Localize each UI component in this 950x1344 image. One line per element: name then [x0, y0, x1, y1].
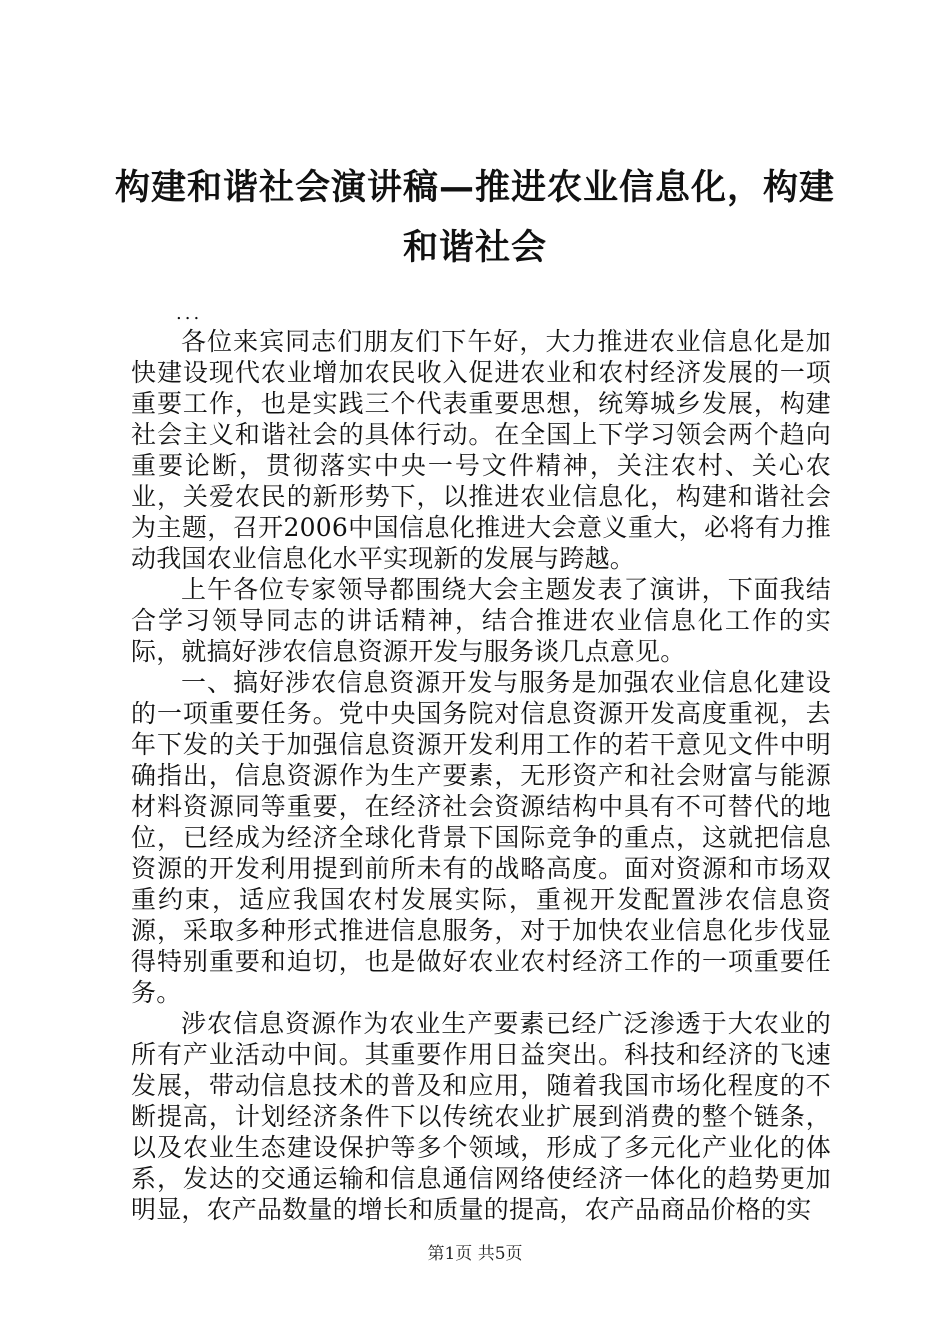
paragraph: 各位来宾同志们朋友们下午好，大力推进农业信息化是加快建设现代农业增加农民收入促进农业和农村经济发展的一项重要工作，也是实践三个代表重要思想，统筹城乡发展，构建社会主义和谐社会的具体行动。在全国上下学习领会两个趋向重要论断，贯彻落实中央一号文件精神，关注农村、关心农业，关爱农民的新形势下，以推进农业信息化，构建和谐社会为主题，召开2006中国信息化推进大会意义重大，必将有力推动我国农业信息化水平实现新的发展与跨越。 [131, 327, 831, 573]
paragraph: 涉农信息资源作为农业生产要素已经广泛渗透于大农业的所有产业活动中间。其重要作用日益突出。科技和经济的飞速发展，带动信息技术的普及和应用，随着我国市场化程度的不断提高，计划经济条件下以传统农业扩展到消费的整个链条，以及农业生态建设保护等多个领域，形成了多元化产业化的体系，发达的交通运输和信息通信网络使经济一体化的趋势更加明显，农产品数量的增长和质量的提高，农产品商品价格的实 [131, 1009, 831, 1224]
document-title: 构建和谐社会演讲稿—推进农业信息化，构建和谐社会 [114, 168, 835, 268]
document-body [131, 326, 831, 1225]
paragraph: 上午各位专家领导都围绕大会主题发表了演讲，下面我结合学习领导同志的讲话精神，结合推进农业信息化工作的实际，就搞好涉农信息资源开发与服务谈几点意见。 [131, 575, 831, 666]
page-footer: 第1页 共5页 [427, 1244, 523, 1264]
paragraph: 一、搞好涉农信息资源开发与服务是加强农业信息化建设的一项重要任务。党中央国务院对信息资源开发高度重视，去年下发的关于加强信息资源开发利用工作的若干意见文件中明确指出，信息资源作为生产要素，无形资产和社会财富与能源材料资源同等重要，在经济社会资源结构中具有不可替代的地位，已经成为经济全球化背景下国际竞争的重点，这就把信息资源的开发利用提到前所未有的战略高度。面对资源和市场双重约束，适应我国农村发展实际，重视开发配置涉农信息资源，采取多种形式推进信息服务，对于加快农业信息化步伐显得特别重要和迫切，也是做好农业农村经济工作的一项重要任务。 [131, 668, 831, 1007]
ellipsis-marker: ... [176, 303, 203, 324]
